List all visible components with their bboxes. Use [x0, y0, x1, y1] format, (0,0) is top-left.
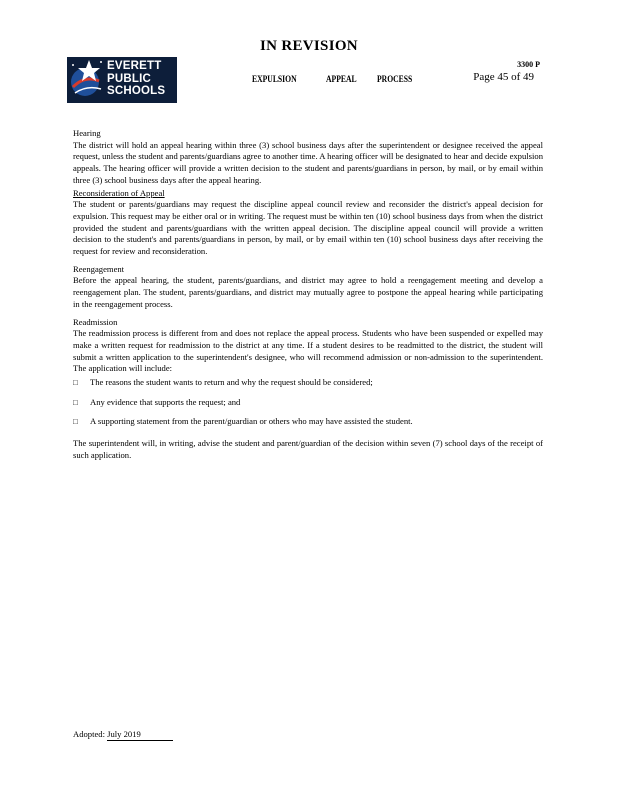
square-bullet-icon: □	[73, 417, 78, 427]
page-title: IN REVISION	[260, 38, 358, 54]
list-item: □ Any evidence that supports the request; and	[73, 396, 241, 407]
header-word-appeal: APPEAL	[326, 74, 357, 84]
logo-line-1: EVERETT	[107, 60, 162, 72]
page-number: Page 45 of 49	[473, 71, 534, 83]
header-word-process: PROCESS	[377, 74, 413, 84]
adopted-date: July 2019	[107, 729, 173, 741]
adopted-footer	[73, 729, 173, 741]
section-title-readmission: Readmission	[73, 316, 118, 327]
logo-line-3: SCHOOLS	[107, 85, 166, 97]
list-item: □ The reasons the student wants to return and why the request should be considered;	[73, 377, 373, 388]
header-word-expulsion: EXPULSION	[252, 74, 297, 84]
square-bullet-icon: □	[73, 397, 78, 407]
policy-body	[73, 128, 543, 468]
section-title-reengagement: Reengagement	[73, 263, 125, 274]
logo-line-2: PUBLIC	[107, 72, 152, 85]
readmission-requirements-list	[73, 377, 543, 428]
section-title-reconsideration: Reconsideration of Appeal	[73, 187, 165, 198]
section-title-hearing: Hearing	[73, 128, 101, 138]
square-bullet-icon: □	[73, 378, 78, 388]
list-item: □ A supporting statement from the parent/guardian or others who may have assisted the student.	[73, 416, 413, 427]
section-body-hearing: The district will hold an appeal hearing within three (3) school business days after the superintendent or designee received the appeal request, unless the student and parents/guardians agree to another time. A hearing officer will be designated to hear and decide expulsion appeals. The hearing officer will provide a written decision to the student and parents/guardians in person, by mail, or by email within three (3) school business days after the appeal hearing.	[73, 139, 543, 185]
section-body-readmission: The readmission process is different from and does not replace the appeal process. Students who have been suspended or expelled may make a written request for readmission to the district at any time. If a student desires to be readmitted to the district, the student will submit a written application to the superintendent's designee, who will recommend admission or non-admission to the superintendent. The application will include:	[73, 328, 543, 374]
district-logo	[67, 57, 177, 103]
section-body-reconsideration: The student or parents/guardians may request the discipline appeal council review and reconsider the district's appeal decision for expulsion. This request may be either oral or in writing. The request must be within ten (10) school business days from when the district provided the student and parents/guardians with the written appeal decision. The discipline appeal council will provide a written decision to the student's and parents/guardians in person, by mail, or by email within ten (10) school business days after receiving the request for review and reconsideration.	[73, 199, 543, 257]
section-body-reengagement: Before the appeal hearing, the student, parents/guardians, and district may agree to hold a reengagement meeting and develop a reengagement plan. The student, parents/guardians, and district may mutually agree to postpone the appeal hearing while participating in the reengagement process.	[73, 275, 543, 309]
readmission-closing: The superintendent will, in writing, advise the student and parent/guardian of the decision within seven (7) school days of the receipt of such application.	[73, 438, 543, 460]
logo-wordmark	[107, 60, 165, 98]
policy-number: 3300 P	[517, 60, 540, 69]
adopted-label: Adopted:	[73, 729, 105, 739]
